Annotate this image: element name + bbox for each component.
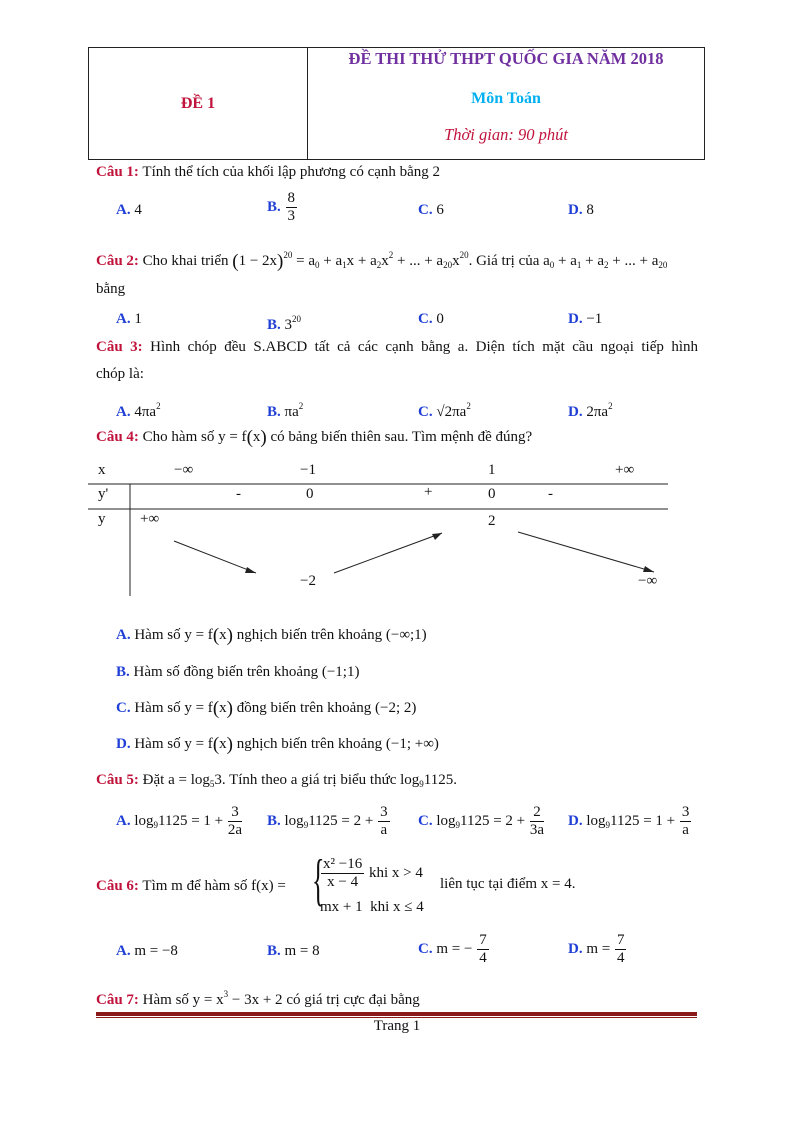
option-letter: A. [116,943,131,959]
option-letter: A. [116,812,131,829]
table-cell: x [98,462,106,478]
log-text: log [284,812,304,829]
question-5: Câu 5: Đặt $a = \log_53$. Tính theo a giá trị biểu thức $\log_91125$. [96,772,457,789]
table-cell: −2 [300,573,316,589]
fraction-denominator: x − 4 [327,874,359,890]
option-text: 1125 = 1 + [158,812,224,829]
brace-icon: { [312,848,325,913]
interval: (−1;1) [321,664,360,680]
table-cell: 0 [306,486,314,502]
option-a [116,309,142,329]
question-number: Câu 1: [96,164,139,180]
option-d: D. Hàm số y = f(x) nghịch biến trên khoảng (−1; +∞) [116,734,439,755]
footer-rule-thick [96,1012,697,1016]
option-value: 3 [284,317,293,333]
interval: (−∞;1) [385,627,427,643]
fraction-denominator: a [682,822,689,838]
table-cell: 0 [488,486,496,502]
function-notation: f(x) = [251,878,286,894]
question-1 [96,162,440,182]
option-c: C. $√2\pi a^2$ [418,401,471,420]
fraction-denominator: 4 [616,950,625,966]
exponent: 20 [292,314,302,324]
option-letter: C. [418,812,433,829]
option-letter: C. [418,202,433,218]
fraction-numerator: 8 [287,190,296,206]
table-cell: - [548,486,553,502]
option-value: −1 [586,311,603,327]
interval: (−1; +∞) [385,736,439,752]
header-right-cell [308,48,704,159]
fraction-denominator: 3a [529,822,545,838]
table-cell: y [98,511,106,527]
question-text: có bảng biến thiên sau. Tìm mệnh đề đúng? [270,429,533,445]
option-a [116,941,178,961]
table-cell: - [236,486,241,502]
option-letter: D. [568,404,583,420]
option-letter: C. [418,311,433,327]
option-d [568,200,594,220]
piecewise-case-1 [320,856,423,891]
option-value: 0 [436,311,444,327]
interval: (−2; 2) [375,700,417,716]
option-text: Hàm số đồng biến trên khoảng [133,664,319,680]
option-letter: A. [116,311,131,327]
question-text: Đặt a = log [142,772,210,788]
subject: Môn Toán [471,90,541,107]
table-cell: y' [98,486,109,502]
option-text: đồng biến trên khoảng [236,700,372,716]
question-number: Câu 6: [96,878,139,894]
fraction-numerator: 3 [380,804,388,820]
option-text: Hàm số [134,627,181,643]
sqrt-icon: √ [436,404,445,420]
question-text: Hàm số [142,992,189,1008]
fraction-numerator: x² −16 [323,856,363,872]
option-letter: B. [267,812,281,829]
table-cell: 1 [488,462,496,478]
option-value: m = −8 [134,943,178,959]
question-6 [96,876,286,896]
question-number: Câu 7: [96,992,139,1008]
option-value: 1 [134,311,142,327]
question-2 [96,245,706,275]
question-7 [96,984,420,1010]
option-text: nghịch biến trên khoảng [236,627,383,643]
option-d [568,932,627,967]
question-4 [96,427,532,448]
option-value: 4πa [134,404,157,420]
fraction-denominator: 4 [479,950,487,966]
option-letter: C. [418,940,433,957]
fraction-denominator: a [380,822,388,838]
question-6-tail: liên tục tại điểm x = 4. [440,876,576,892]
table-cell: + [424,484,433,500]
option-text: Hàm số [134,700,181,716]
option-letter: D. [568,202,583,218]
option-letter: C. [418,404,433,420]
option-letter: B. [267,317,281,333]
option-c [418,309,444,329]
fraction-numerator: 3 [228,804,242,822]
table-cell: +∞ [615,462,635,478]
option-c [418,200,444,220]
option-text: 1125 = 2 + [460,812,526,829]
table-cell: 2 [488,513,496,529]
page-number: Trang 1 [373,1018,421,1034]
fraction-denominator: 3 [287,208,296,224]
log-text: log [586,812,606,829]
option-value: m = [586,940,611,957]
option-value: 6 [436,202,444,218]
table-cell: −∞ [638,573,658,589]
option-letter: A. [116,404,131,420]
option-b [267,190,298,225]
option-d: D. $2\pi a^2$ [568,401,613,420]
option-letter: D. [116,736,131,752]
option-letter: A. [116,627,131,643]
question-text: Cho khai triển [142,253,229,269]
question-2-line2: bằng [96,281,126,297]
option-letter: C. [116,700,131,716]
exam-code: ĐỀ 1 [180,94,216,112]
option-value: m = − [436,940,473,957]
question-number: Câu 2: [96,253,139,269]
option-c: C. $\log_91125 = 2$ + $\frac{2}{3a}$ [418,804,545,838]
question-text: 1125. [423,772,457,788]
option-text: Hàm số [134,736,181,752]
option-value: πa [284,404,299,420]
option-c: C. Hàm số y = f(x) đồng biến trên khoảng (−2; 2) [116,698,417,719]
question-3-line2: chóp là: [96,366,144,382]
arrow-up [334,533,442,573]
fraction-denominator: 2a [227,822,243,838]
option-letter: B. [267,404,281,420]
exam-title: ĐỀ THI THỬ THPT QUỐC GIA NĂM 2018 [348,49,664,68]
header-table [88,47,705,160]
log-text: log [436,812,456,829]
table-cell: +∞ [140,511,160,527]
arrow-down-1 [174,541,256,573]
option-letter: B. [116,664,130,680]
option-text: nghịch biến trên khoảng [236,736,383,752]
question-text: 3. Tính theo a giá trị biểu thức log [214,772,420,788]
option-b [267,309,301,335]
option-b: B. $\pi a^2$ [267,401,304,420]
option-b: B. $\log_91125 = 2$ + $\frac{3}{a}$ [267,804,388,838]
question-text: Tìm m để hàm số [142,878,248,894]
option-text: 1125 = 1 + [610,812,676,829]
option-letter: D. [568,311,583,327]
option-a: A. $\log_91125 = 1$ + $\frac{3}{2a}$ [116,804,243,838]
option-a: A. Hàm số y = f(x) nghịch biến trên khoảng (−∞;1) [116,625,427,646]
option-d: D. $\log_91125 = 1$ + $\frac{3}{a}$ [568,804,690,838]
option-c [418,932,490,967]
question-text: Hình chóp đều S.ABCD tất cả các cạnh bằng a. Diện tích mặt cầu ngoại tiếp hình [150,339,698,355]
option-a [116,200,142,220]
option-b [267,941,320,961]
option-value: m = 8 [284,943,320,959]
question-text: có giá trị cực đại bằng [286,992,420,1008]
header-left-cell [89,48,308,159]
fraction-numerator: 3 [681,804,690,820]
fraction-numerator: 2 [530,804,544,822]
option-a: A. $4\pi a^2$ [116,401,161,420]
arrow-down-2 [518,532,654,572]
option-letter: B. [267,943,281,959]
question-number: Câu 4: [96,429,139,445]
question-3 [96,337,698,357]
expression: mx + 1 [320,899,363,915]
option-letter: A. [116,202,131,218]
function-notation: y = f(x) [218,427,267,448]
option-letter: B. [267,198,281,215]
table-cell: −∞ [174,462,194,478]
question-number: Câu 3: [96,339,143,355]
condition: khi x ≤ 4 [370,899,424,915]
option-value: 2πa [586,404,609,420]
fraction-numerator: 7 [616,932,625,948]
table-cell: −1 [300,462,316,478]
option-value: 8 [586,202,594,218]
question-number: Câu 5: [96,772,139,788]
fraction-numerator: 7 [479,932,487,948]
question-text: Cho hàm số [142,429,215,445]
question-text: Tính thể tích của khối lập phương có cạnh bằng 2 [142,164,441,180]
option-letter: D. [568,812,583,829]
condition: khi x > 4 [368,864,423,881]
option-letter: D. [568,940,583,957]
option-value: 2πa [444,404,467,420]
log-text: log [134,812,154,829]
option-value: 4 [134,202,142,218]
expansion-formula: $(1 - 2x)^{20} = a_0 + a_1x + a_2x^2$ + ... + $a_{20}x^{20}$. Giá trị của $a_0 + a_1 + a_2$ + ... + $a_{20}$ [232,250,668,272]
piecewise-case-2 [320,899,424,916]
option-d [568,309,602,329]
function-formula: $y = x^3 - 3x + 2$ [192,989,287,1008]
option-b [116,662,359,682]
exam-time: Thời gian: 90 phút [444,125,568,144]
option-text: 1125 = 2 + [308,812,374,829]
